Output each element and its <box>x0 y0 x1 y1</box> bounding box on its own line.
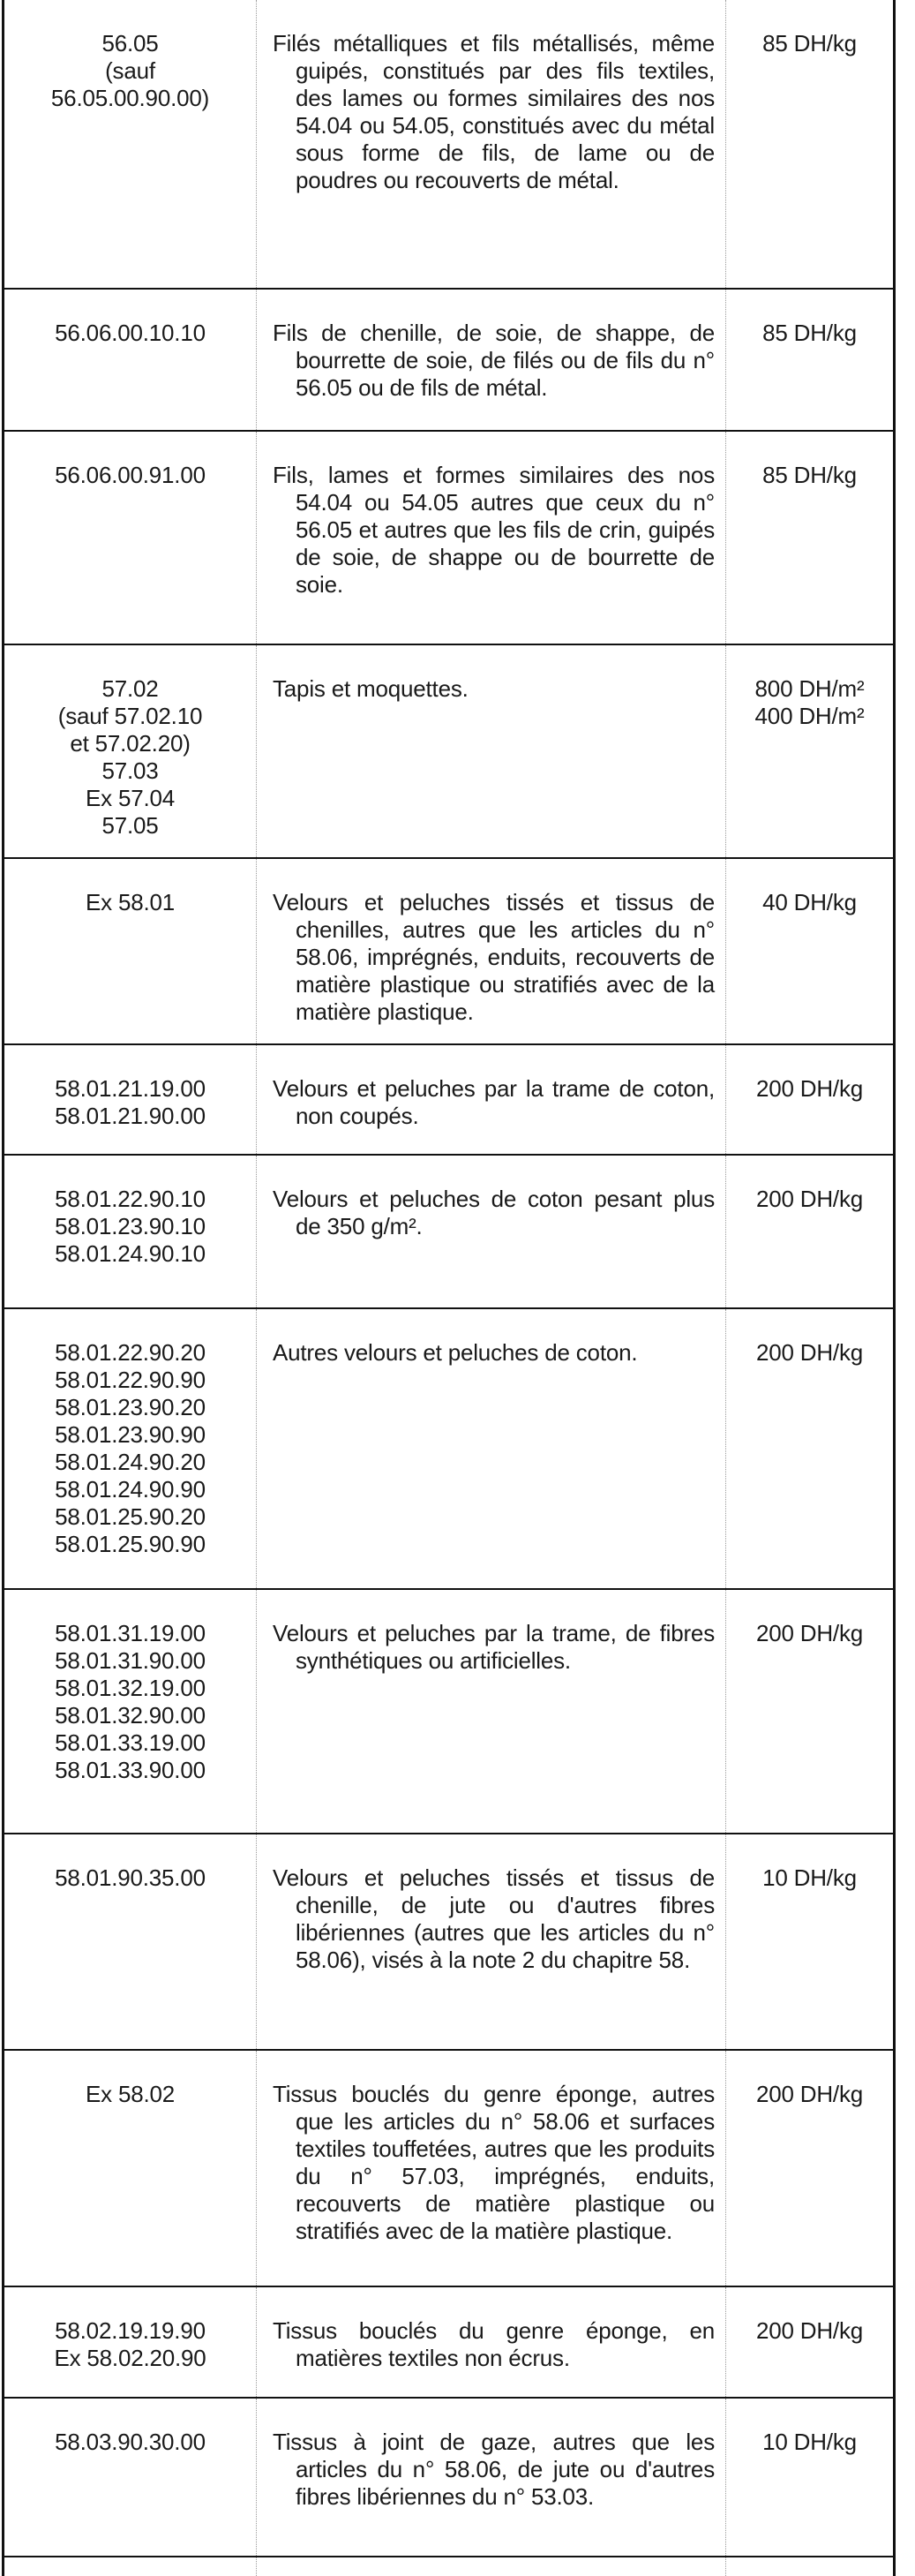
tariff-code: 58.01.22.90.20 58.01.22.90.90 58.01.23.90.20 58.01.23.90.90 58.01.24.90.20 58.01.24.90.90 58.01.25.90.20 58.01.25.90.90 <box>4 1308 257 1589</box>
duty-rate: 85 DH/kg <box>726 431 895 644</box>
duty-rate: 200 DH/kg <box>726 1589 895 1834</box>
table-row <box>4 431 895 644</box>
tariff-code: 58.01.90.35.00 <box>4 1834 257 2050</box>
product-description: Autres velours et peluches de coton. <box>273 1339 638 1366</box>
tariff-table <box>2 0 896 2576</box>
table-row-partial <box>4 2557 895 2576</box>
tariff-code: 58.03.90.30.00 <box>4 2398 257 2557</box>
product-description: Velours et peluches tissés et tissus de chenilles, autres que les articles du n° 58.06, imprégnés, enduits, recouverts de matière plastique ou stratifiés avec de la matière plastique. <box>273 889 715 1025</box>
product-description: Tissus bouclés du genre éponge, en matières textiles non écrus. <box>273 2317 715 2371</box>
table-row <box>4 2286 895 2398</box>
product-description: Tissus à joint de gaze, autres que les articles du n° 58.06, de jute ou d'autres fibres libériennes du n° 53.03. <box>273 2429 715 2510</box>
duty-rate: 200 DH/kg <box>726 1044 895 1155</box>
product-description: Tapis et moquettes. <box>273 675 469 702</box>
duty-rate: 200 DH/kg <box>726 2050 895 2286</box>
table-row <box>4 644 895 858</box>
tariff-code: Ex 58.01 <box>4 858 257 1044</box>
tariff-code: Ex 58.02 <box>4 2050 257 2286</box>
tariff-code: 58.01.31.19.00 58.01.31.90.00 58.01.32.19.00 58.01.32.90.00 58.01.33.19.00 58.01.33.90.00 <box>4 1589 257 1834</box>
table-row <box>4 1155 895 1308</box>
table-row <box>4 858 895 1044</box>
duty-rate: 40 DH/kg <box>726 858 895 1044</box>
tariff-code: 56.06.00.10.10 <box>4 289 257 431</box>
product-description: Tissus bouclés du genre éponge, autres que les articles du n° 58.06 et surfaces textiles touffetées, autres que les produits du n° 57.03, imprégnés, enduits, recouverts de matière plastique ou stratifiés avec de la matière plastique. <box>273 2081 715 2244</box>
table-row <box>4 1044 895 1155</box>
duty-rate: 200 DH/kg <box>726 1155 895 1308</box>
product-description: Filés métalliques et fils métallisés, même guipés, constitués par des fils textiles, des lames ou formes similaires des nos 54.04 ou 54.05, constitués avec du métal sous forme de fils, de lame ou de poudres ou recouverts de métal. <box>273 30 715 193</box>
product-description: Velours et peluches tissés et tissus de chenille, de jute ou d'autres fibres libériennes (autres que les articles du n° 58.06), visés à la note 2 du chapitre 58. <box>273 1864 715 1973</box>
table-row <box>4 289 895 431</box>
duty-rate: 800 DH/m² 400 DH/m² <box>726 644 895 858</box>
duty-rate: 200 DH/kg <box>726 2286 895 2398</box>
tariff-code: 56.05 (sauf 56.05.00.90.00) <box>4 0 257 289</box>
duty-rate: 85 DH/kg <box>726 0 895 289</box>
table-row <box>4 2050 895 2286</box>
product-description: Velours et peluches par la trame, de fibres synthétiques ou artificielles. <box>273 1620 715 1674</box>
tariff-code: 58.01.21.19.00 58.01.21.90.00 <box>4 1044 257 1155</box>
tariff-code: 58.02.19.19.90 Ex 58.02.20.90 <box>4 2286 257 2398</box>
table-row <box>4 2398 895 2557</box>
product-description: Velours et peluches de coton pesant plus de 350 g/m². <box>273 1186 715 1239</box>
product-description: Velours et peluches par la trame de coton, non coupés. <box>273 1075 715 1129</box>
tariff-code: 57.02 (sauf 57.02.10 et 57.02.20) 57.03 Ex 57.04 57.05 <box>4 644 257 858</box>
table-row <box>4 1308 895 1589</box>
tariff-code: 58.01.22.90.10 58.01.23.90.10 58.01.24.90.10 <box>4 1155 257 1308</box>
tariff-code: 56.06.00.91.00 <box>4 431 257 644</box>
table-row <box>4 1834 895 2050</box>
duty-rate: 200 DH/kg <box>726 1308 895 1589</box>
product-description: Fils de chenille, de soie, de shappe, de bourrette de soie, de filés ou de fils du n° 56.05 ou de fils de métal. <box>273 320 715 401</box>
duty-rate: 10 DH/kg <box>726 1834 895 2050</box>
duty-rate: 10 DH/kg <box>726 2398 895 2557</box>
table-row <box>4 1589 895 1834</box>
duty-rate: 85 DH/kg <box>726 289 895 431</box>
table-row <box>4 0 895 289</box>
product-description: Fils, lames et formes similaires des nos 54.04 ou 54.05 autres que ceux du n° 56.05 et autres que les fils de crin, guipés de soie, de shappe ou de bourrette de soie. <box>273 462 715 598</box>
